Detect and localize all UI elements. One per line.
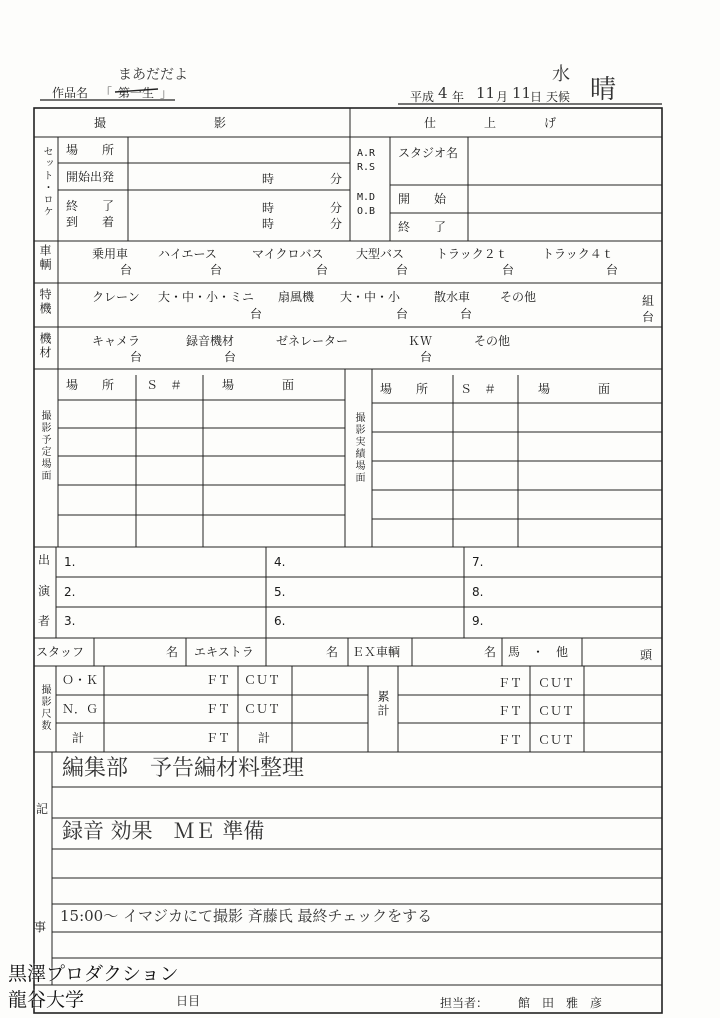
extra-label: エキストラ <box>194 645 254 659</box>
weather: 晴 <box>590 75 617 105</box>
vehicles-label: 車輌 <box>38 244 52 272</box>
vehicle-microbus: マイクロバス <box>252 247 324 261</box>
actual-scenes-label: 撮影実績場面 <box>353 412 364 484</box>
cast-no-9: 9. <box>472 614 484 628</box>
finishing-section-title: 仕 上 げ <box>424 116 557 130</box>
ex-vehicle-label: ＥＸ車輌 <box>352 645 401 659</box>
studio-start-label: 開 始 <box>398 192 447 206</box>
end-label: 終 了 <box>66 199 115 213</box>
note-line-2: 録音 効果 ＭＥ 準備 <box>62 819 265 843</box>
work-bracket-open: 「 <box>100 86 113 100</box>
vehicle-hiace: ハイエース <box>158 247 217 261</box>
water-truck-label: 散水車 <box>434 290 471 304</box>
staff-label: スタッフ <box>36 645 85 659</box>
unit-car: 台 <box>120 263 133 277</box>
cast-no-4: 4. <box>274 555 286 569</box>
fan-sizes: 大・中・小 <box>340 290 401 304</box>
hour-label: 時 <box>262 172 275 186</box>
cast-label-3: 者 <box>38 614 51 628</box>
generator-label: ゼネレーター <box>276 334 349 348</box>
weekday: 水 <box>552 64 570 85</box>
camera-label: キャメラ <box>92 334 141 348</box>
footage-label: 撮影尺数 <box>39 684 50 732</box>
actual-place-header: 場 所 <box>380 382 429 396</box>
ob-label: O.B <box>357 206 376 217</box>
studio-name-label: スタジオ名 <box>398 146 459 160</box>
month-unit: 月 <box>496 90 509 104</box>
ng-label: Ｎ．Ｇ <box>62 702 99 716</box>
shooting-section-title: 撮 影 <box>94 116 227 130</box>
md-label: M.D <box>357 192 376 203</box>
minute-label: 分 <box>330 172 343 186</box>
cast-label-1: 出 <box>38 553 51 567</box>
cumulative-cut-3: ＣＵＴ <box>538 733 575 747</box>
hour-label-end: 時 <box>262 201 275 215</box>
rs-label: R.S <box>357 162 376 173</box>
unit-truck-4t: 台 <box>606 263 619 277</box>
ng-ft: ＦＴ <box>206 702 231 716</box>
day-unit: 日 <box>530 90 543 104</box>
fan-label: 扇風機 <box>278 290 315 304</box>
equipment-label: 機材 <box>38 332 52 360</box>
actual-scene-header: 場 面 <box>538 382 611 396</box>
staff-name-unit: 名 <box>166 645 179 659</box>
cast-no-2: 2. <box>64 585 76 599</box>
cast-no-6: 6. <box>274 614 286 628</box>
special-other-label: その他 <box>500 290 537 304</box>
cumulative-cut-1: ＣＵＴ <box>538 676 575 690</box>
note-line-1: 編集部 予告編材料整理 <box>62 756 305 781</box>
unit-microbus: 台 <box>316 263 329 277</box>
cumulative-ft-3: ＦＴ <box>498 733 523 747</box>
actual-sno-header: Ｓ ＃ <box>460 382 497 396</box>
person-label: 担当者： <box>440 996 489 1010</box>
unit-bus: 台 <box>396 263 409 277</box>
person-name: 館 田 雅 彦 <box>518 996 603 1010</box>
equipment-other-label: その他 <box>474 334 511 348</box>
special-label: 特機 <box>38 288 52 316</box>
work-label: 作品名 <box>52 86 89 100</box>
sound-label: 録音機材 <box>186 334 235 348</box>
ok-label: Ｏ・Ｋ <box>62 673 99 687</box>
unit-water-truck: 台 <box>460 307 473 321</box>
crane-label: クレーン <box>92 290 140 304</box>
crane-sizes: 大・中・小・ミニ <box>158 290 255 304</box>
kw-label: ＫＷ <box>408 334 433 348</box>
weather-label: 天候 <box>546 90 571 104</box>
unit-crane: 台 <box>250 307 263 321</box>
note-line-3: 15:00～ イマジカにて撮影 斉藤氏 最終チェックをする <box>60 907 433 925</box>
cast-no-5: 5. <box>274 585 286 599</box>
arrival-label: 到 着 <box>66 215 115 229</box>
cumulative-ft-2: ＦＴ <box>498 704 523 718</box>
vehicle-truck-4t: トラック４ｔ <box>542 247 614 261</box>
planned-sno-header: Ｓ ＃ <box>146 378 183 392</box>
planned-place-header: 場 所 <box>66 378 115 392</box>
unit-truck-2t: 台 <box>502 263 515 277</box>
day: 11 <box>512 84 532 102</box>
cast-no-7: 7. <box>472 555 484 569</box>
ng-cut: ＣＵＴ <box>244 702 281 716</box>
cast-no-3: 3. <box>64 614 76 628</box>
head-unit: 頭 <box>640 648 653 662</box>
handwritten-title: まあだだよ <box>118 67 188 83</box>
unit-sound: 台 <box>224 350 237 364</box>
unit-fan: 台 <box>396 307 409 321</box>
unit-group: 組 <box>642 294 655 308</box>
unit-generator: 台 <box>420 350 433 364</box>
total-ft: ＦＴ <box>206 731 231 745</box>
cast-no-8: 8. <box>472 585 484 599</box>
hour-label-arrival: 時 <box>262 217 275 231</box>
cumulative-cut-2: ＣＵＴ <box>538 704 575 718</box>
cumulative-ft-1: ＦＴ <box>498 676 523 690</box>
studio-end-label: 終 了 <box>398 220 447 234</box>
vehicle-car: 乗用車 <box>92 247 129 261</box>
footage-total-label: 計 <box>72 731 85 745</box>
watermark-line-2: 龍谷大学 <box>8 989 85 1011</box>
horse-label: 馬 ・ 他 <box>508 645 569 659</box>
unit-special-other: 台 <box>642 310 655 324</box>
planned-scenes-label: 撮影予定場面 <box>39 410 50 482</box>
ok-cut: ＣＵＴ <box>244 673 281 687</box>
ex-vehicle-name-unit: 名 <box>484 645 497 659</box>
planned-scene-header: 場 面 <box>222 378 295 392</box>
extra-name-unit: 名 <box>326 645 339 659</box>
cumulative-label: 累計 <box>376 690 390 718</box>
ar-label: A.R <box>357 148 376 159</box>
unit-camera: 台 <box>130 350 143 364</box>
vehicle-truck-2t: トラック２ｔ <box>436 247 508 261</box>
struck-title: 第一生 <box>118 86 155 100</box>
year: 4 <box>438 84 448 102</box>
watermark-line-1: 黒澤プロダクション <box>8 963 179 985</box>
vehicle-bus: 大型バス <box>356 247 405 261</box>
unit-hiace: 台 <box>210 263 223 277</box>
minute-label-arrival: 分 <box>330 217 343 231</box>
minute-label-end: 分 <box>330 201 343 215</box>
place-label: 場 所 <box>66 143 115 157</box>
era: 平成 <box>410 90 435 104</box>
year-unit: 年 <box>452 90 465 104</box>
day-count-label: 日目 <box>176 994 201 1008</box>
notes-label-ji: 事 <box>34 920 47 934</box>
cast-no-1: 1. <box>64 555 76 569</box>
start-departure-label: 開始出発 <box>66 170 115 184</box>
set-location-label: セット・ロケ <box>41 146 52 218</box>
ok-ft: ＦＴ <box>206 673 231 687</box>
cast-label-2: 演 <box>38 584 51 598</box>
month: 11 <box>476 84 496 102</box>
work-bracket-close: 」 <box>160 86 173 100</box>
notes-label-ki: 記 <box>36 802 49 816</box>
total-cut-mark: 計 <box>258 731 271 745</box>
